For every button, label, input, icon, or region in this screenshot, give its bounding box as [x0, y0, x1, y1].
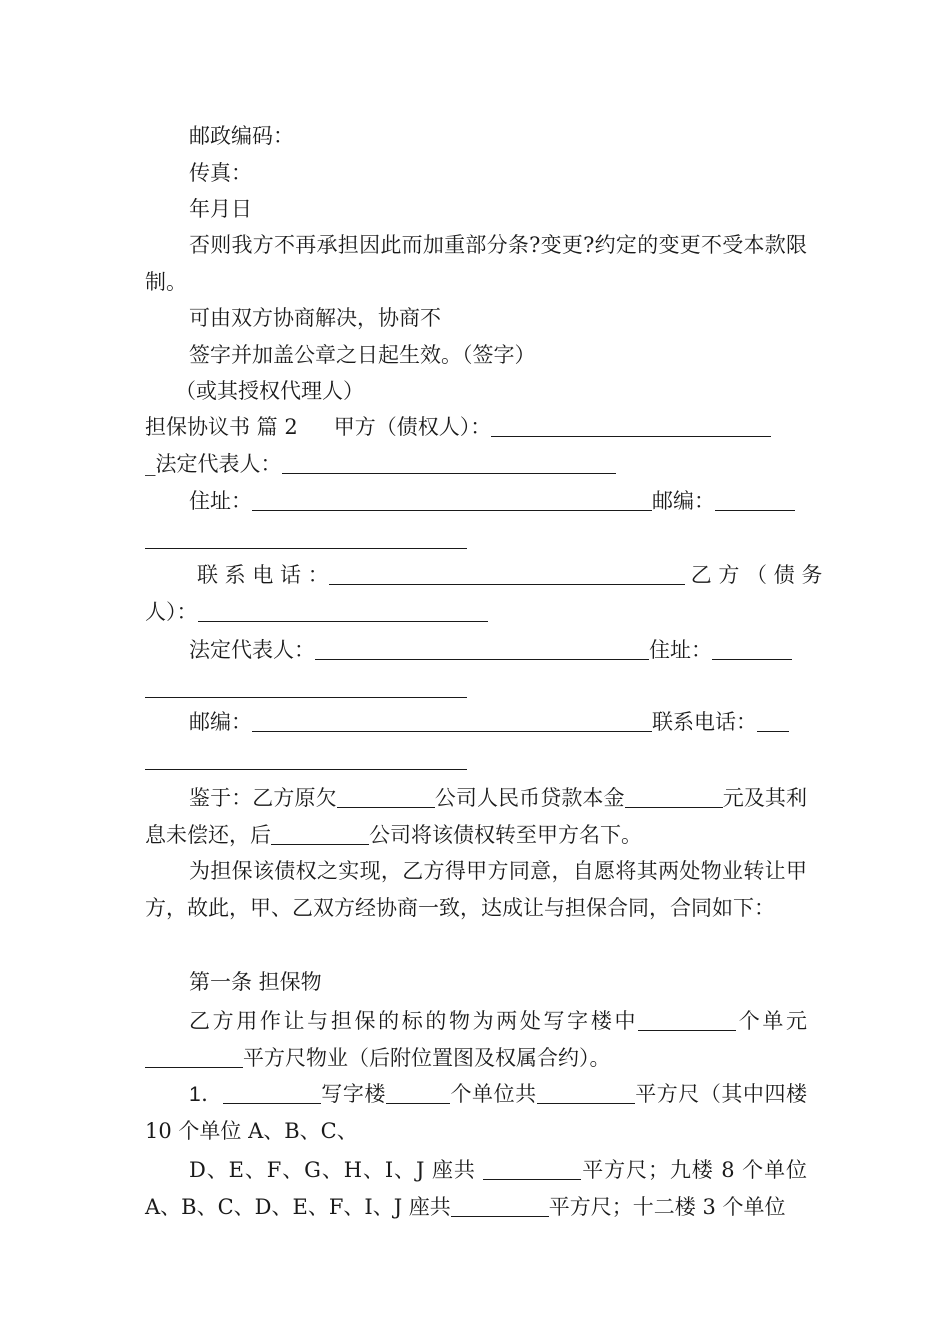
fourth-floor-area-blank	[483, 1157, 581, 1180]
unit-count-blank	[638, 1008, 736, 1031]
total-area-blank	[537, 1081, 635, 1104]
phone-a-line	[145, 560, 823, 590]
address-a-line	[145, 486, 807, 516]
legal-rep-b-blank	[315, 637, 649, 660]
unit-qty-blank	[386, 1081, 450, 1104]
party-b-cont-label: 人）：	[145, 600, 198, 624]
address-b-blank	[712, 637, 792, 660]
signature-effect-line: 签字并加盖公章之日起生效。（签字）	[189, 343, 536, 367]
phone-b-blank	[757, 709, 789, 732]
legal-rep-b-line	[145, 635, 807, 665]
recital-text-4: 公司将该债权转至甲方名下。	[369, 823, 642, 847]
article-1-text-1: 乙方用作让与担保的标的物为两处写字楼中	[189, 1009, 639, 1033]
address-b-blank-cont	[145, 675, 467, 698]
legal-rep-a-blank	[282, 451, 616, 474]
party-a-line	[145, 412, 807, 442]
recital-paragraph	[145, 780, 807, 854]
party-a-label: 甲方（债权人）：	[333, 415, 492, 439]
address-a-label: 住址：	[189, 489, 252, 513]
zip-a-blank	[715, 488, 795, 511]
phone-b-continuation	[145, 745, 807, 775]
item-1-text-3: 平方尺（其中四楼 10 个单位 A、B、C、	[145, 1082, 807, 1143]
fax-line: 传真：	[189, 161, 252, 185]
address-a-blank	[252, 488, 652, 511]
legal-rep-b-label: 法定代表人：	[189, 638, 315, 662]
item-1-paragraph	[145, 1076, 807, 1150]
zip-a-label: 邮编：	[652, 489, 715, 513]
principal-amount-blank	[625, 785, 723, 808]
phone-a-label: 联 系 电 话 ：	[197, 563, 329, 587]
recital-text-1: 鉴于：乙方原欠	[189, 786, 337, 810]
legal-rep-a-line	[145, 449, 807, 479]
address-b-label: 住址：	[649, 638, 712, 662]
party-a-blank	[491, 414, 771, 437]
postal-code-line: 邮政编码：	[189, 124, 294, 148]
document-title-part: 担保协议书 篇 2	[145, 415, 298, 439]
article-1-text-3: 平方尺物业（后附位置图及权属合约）。	[243, 1046, 611, 1070]
authorized-agent-line: （或其授权代理人）	[175, 379, 364, 403]
area-blank	[145, 1045, 243, 1068]
item-1-continuation	[145, 1152, 807, 1226]
phone-b-label: 联系电话：	[652, 710, 757, 734]
zip-b-line	[145, 707, 807, 737]
recital-text-2: 公司人民币贷款本金	[434, 786, 625, 810]
zip-b-blank	[252, 709, 652, 732]
purpose-paragraph: 为担保该债权之实现，乙方得甲方同意，自愿将其两处物业转让甲方，故此，甲、乙双方经协商一致，达成让与担保合同，合同如下：	[145, 859, 807, 920]
zip-a-blank-cont	[145, 526, 467, 549]
recital-text-3: 元及其利息未偿还，后	[145, 786, 808, 847]
item-1-cont-text-3: 平方尺；十二楼 3 个单位	[548, 1195, 786, 1219]
party-b-line	[145, 597, 807, 627]
party-b-label: 乙 方 （ 债 务	[690, 563, 823, 587]
negotiate-line: 可由双方协商解决，协商不	[189, 306, 441, 330]
item-1-number: 1．	[189, 1083, 223, 1106]
address-b-continuation	[145, 673, 807, 703]
date-line: 年月日	[189, 197, 252, 221]
item-1-cont-text-2: 平方尺；九楼 8 个单位 A、B、C、D、E、F、I、J 座共	[145, 1158, 807, 1219]
building-blank	[223, 1081, 321, 1104]
legal-rep-a-label: _法定代表人：	[145, 452, 282, 476]
article-1-heading: 第一条 担保物	[189, 970, 322, 994]
zip-a-continuation	[145, 524, 807, 554]
item-1-text-2: 个单位共	[449, 1082, 537, 1106]
article-1-text-2: 个单元	[736, 1009, 808, 1033]
ninth-floor-area-blank	[451, 1194, 549, 1217]
party-b-blank	[198, 599, 488, 622]
transferor-company-blank	[271, 822, 369, 845]
phone-b-blank-cont	[145, 747, 467, 770]
zip-b-label: 邮编：	[189, 710, 252, 734]
phone-a-blank	[329, 562, 685, 585]
otherwise-paragraph: 否则我方不再承担因此而加重部分条?变更?约定的变更不受本款限制。	[145, 233, 807, 294]
article-1-paragraph	[145, 1003, 807, 1077]
creditor-company-blank	[337, 785, 435, 808]
item-1-text-1: 写字楼	[320, 1082, 386, 1106]
item-1-cont-text-1: D、E、F、G、H、I、J 座共	[189, 1158, 484, 1182]
